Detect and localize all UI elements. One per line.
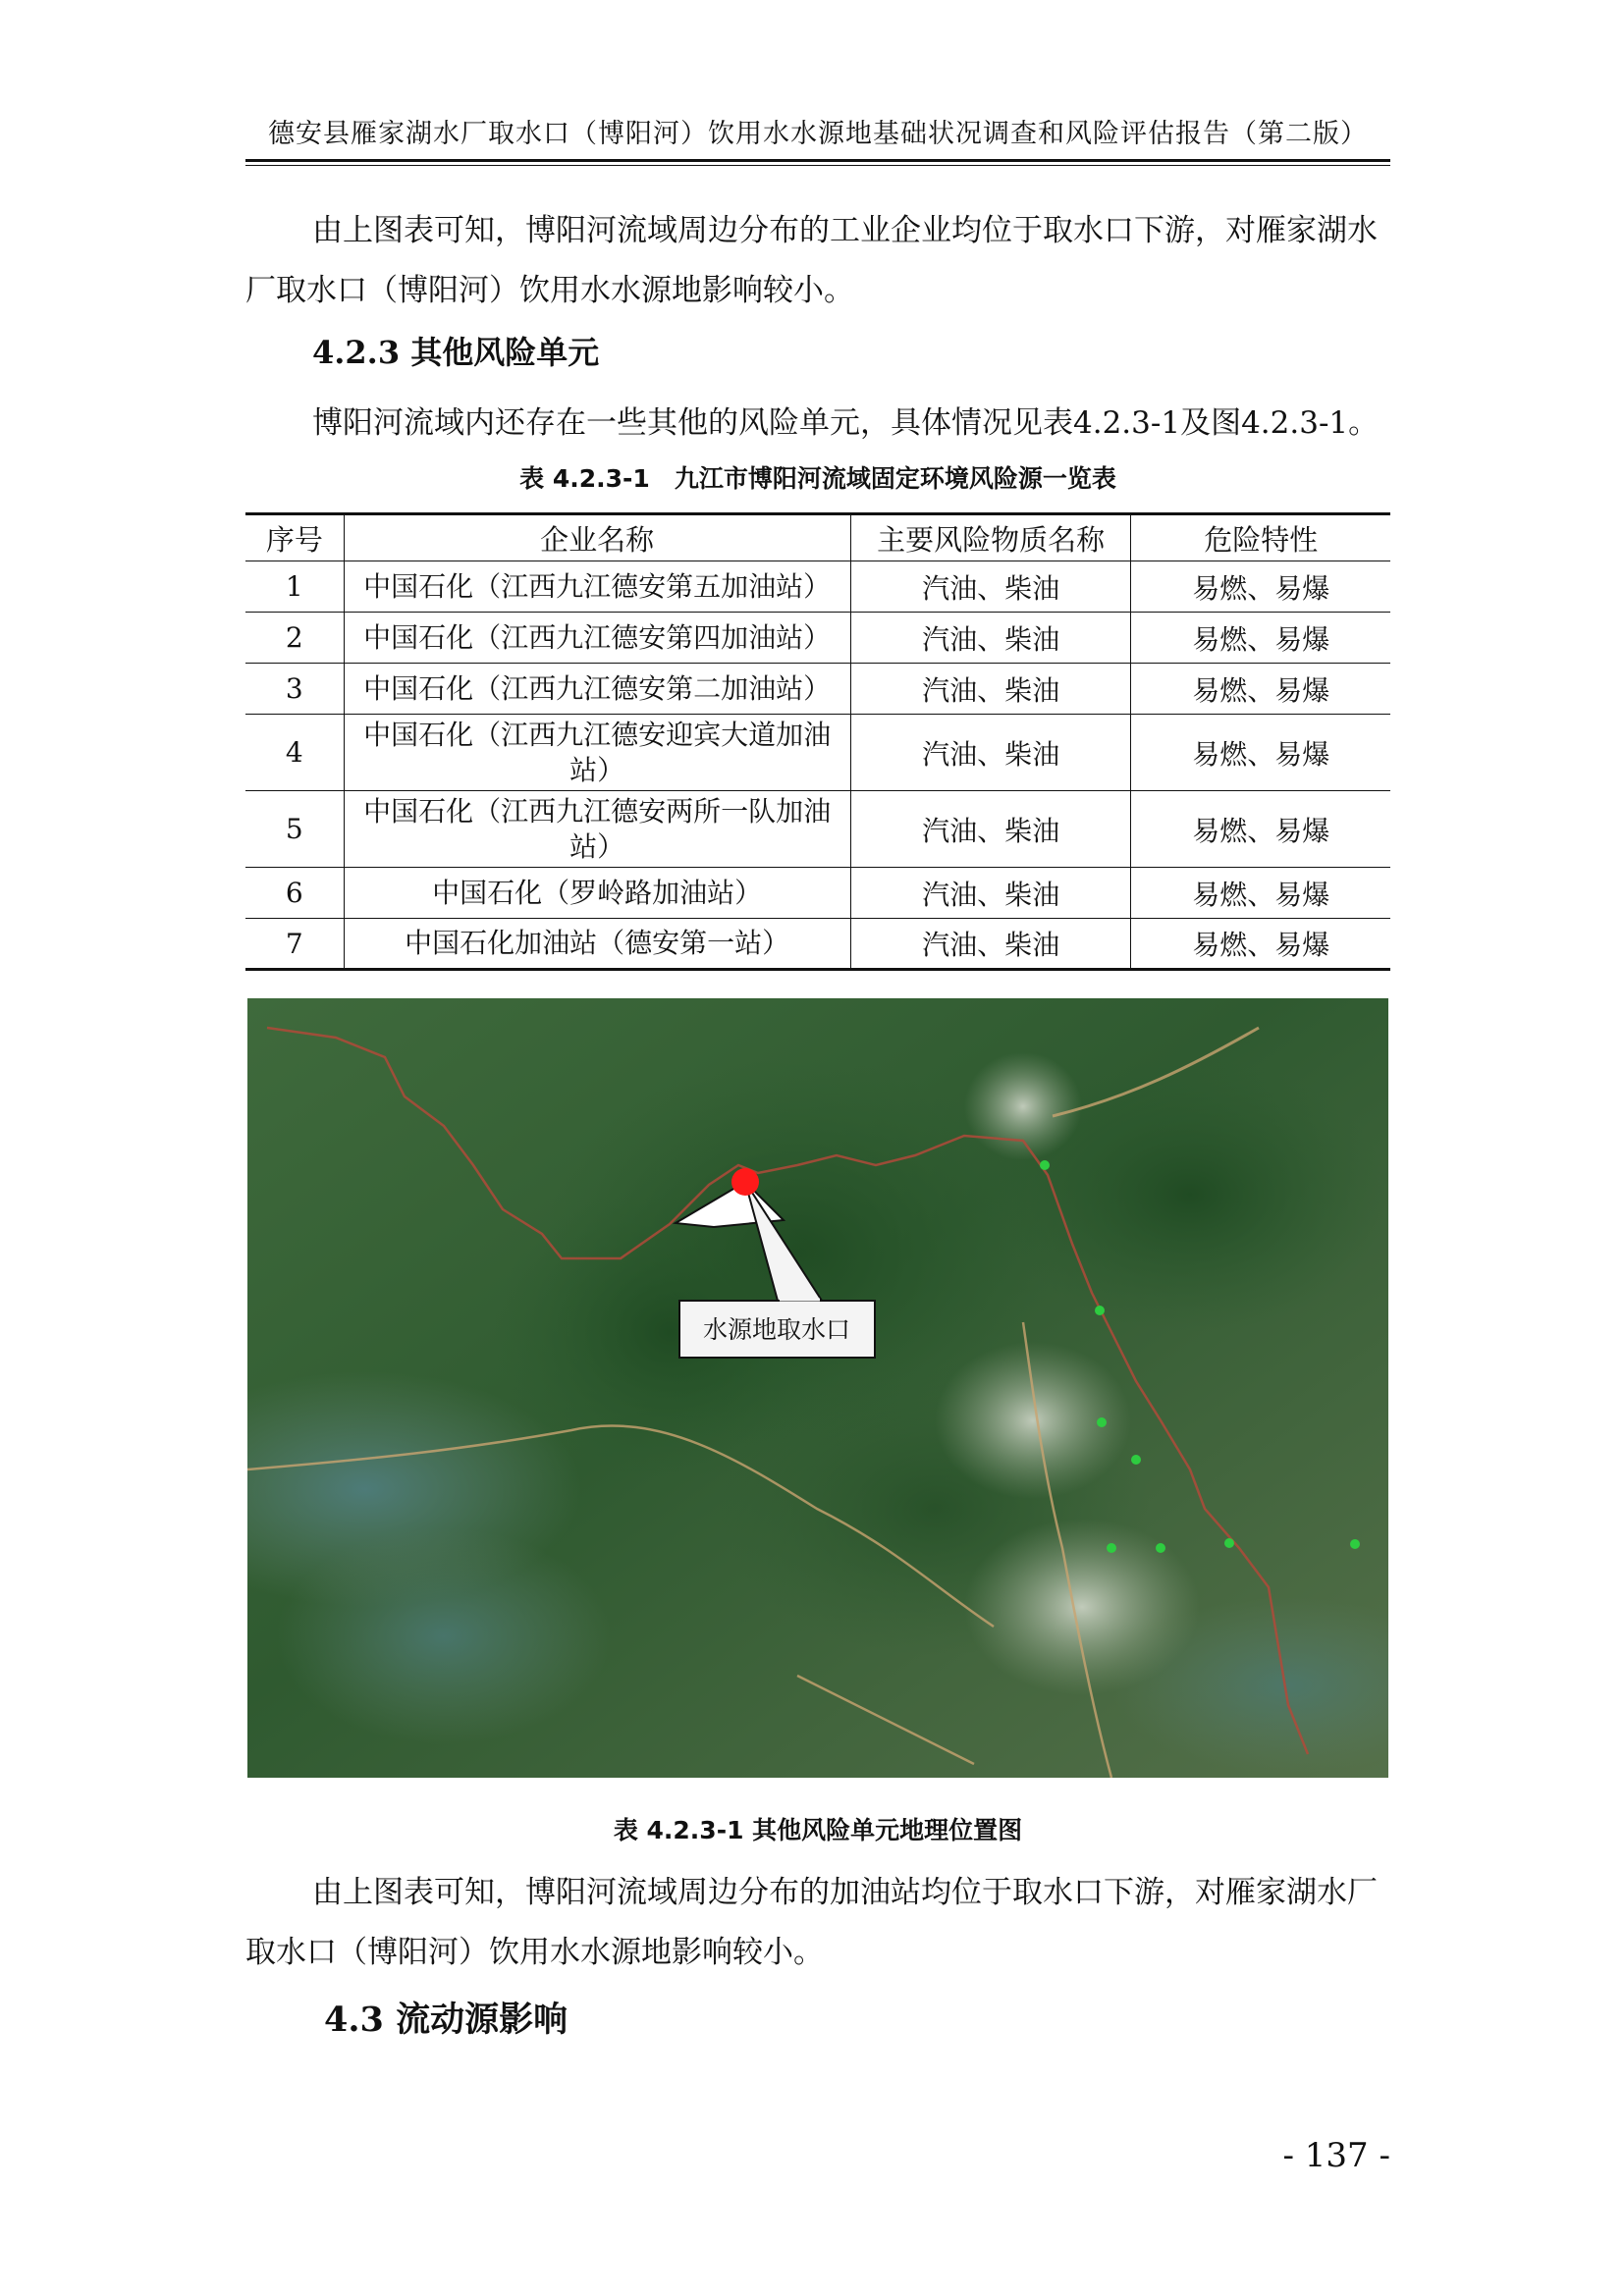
- cell-hazard: 易燃、易爆: [1131, 561, 1390, 613]
- paragraph-industrial-summary: 由上图表可知，博阳河流域周边分布的工业企业均位于取水口下游，对雁家湖水厂取水口（博阳河）饮用水水源地影响较小。: [245, 213, 1378, 308]
- cell-hazard: 易燃、易爆: [1131, 868, 1390, 919]
- table-row: [245, 715, 1390, 791]
- cell-hazard: 易燃、易爆: [1131, 791, 1390, 868]
- cell-enterprise: 中国石化（罗岭路加油站）: [344, 868, 850, 919]
- cell-enterprise: 中国石化（江西九江德安两所一队加油站）: [344, 791, 850, 868]
- poi-dot: [1107, 1543, 1116, 1553]
- cell-enterprise: 中国石化（江西九江德安第二加油站）: [344, 664, 850, 715]
- cell-substance: 汽油、柴油: [850, 613, 1131, 664]
- cell-hazard: 易燃、易爆: [1131, 715, 1390, 791]
- header-cell-no: 序号: [245, 514, 344, 561]
- paragraph-other-risk-units: 博阳河流域内还存在一些其他的风险单元，具体情况见表4.2.3-1及图4.2.3-1。: [312, 405, 1380, 441]
- section-heading-4-2-3: 4.2.3 其他风险单元: [312, 334, 600, 371]
- poi-dot: [1097, 1417, 1107, 1427]
- poi-dot: [1095, 1306, 1105, 1315]
- table-row: [245, 919, 1390, 970]
- cell-hazard: 易燃、易爆: [1131, 919, 1390, 970]
- cell-no: 2: [245, 613, 344, 664]
- cell-no: 1: [245, 561, 344, 613]
- poi-dot: [1131, 1455, 1141, 1465]
- page-number: - 137 -: [1282, 2136, 1390, 2175]
- cell-hazard: 易燃、易爆: [1131, 664, 1390, 715]
- cell-no: 4: [245, 715, 344, 791]
- cell-no: 6: [245, 868, 344, 919]
- table-row: [245, 791, 1390, 868]
- satellite-map-svg: [247, 998, 1388, 1778]
- running-header: 德安县雁家湖水厂取水口（博阳河）饮用水水源地基础状况调查和风险评估报告（第二版）: [268, 119, 1368, 149]
- callout-label: 水源地取水口: [702, 1315, 851, 1344]
- urban-area: [964, 1052, 1082, 1160]
- table-row: [245, 613, 1390, 664]
- header-rule: [245, 159, 1390, 162]
- paragraph-gas-station-summary: 由上图表可知，博阳河流域周边分布的加油站均位于取水口下游，对雁家湖水厂取水口（博阳河）饮用水水源地影响较小。: [245, 1875, 1378, 1970]
- cell-no: 7: [245, 919, 344, 970]
- cell-substance: 汽油、柴油: [850, 561, 1131, 613]
- cell-substance: 汽油、柴油: [850, 715, 1131, 791]
- cell-no: 5: [245, 791, 344, 868]
- poi-dot: [1156, 1543, 1165, 1553]
- cell-substance: 汽油、柴油: [850, 868, 1131, 919]
- header-cell-hazard: 危险特性: [1131, 514, 1390, 561]
- header-cell-substance: 主要风险物质名称: [850, 514, 1131, 561]
- table-caption: 表 4.2.3-1 九江市博阳河流域固定环境风险源一览表: [519, 464, 1116, 493]
- table-row: [245, 664, 1390, 715]
- table-header-row: [245, 514, 1390, 561]
- cell-substance: 汽油、柴油: [850, 791, 1131, 868]
- figure-caption: 表 4.2.3-1 其他风险单元地理位置图: [613, 1816, 1023, 1844]
- poi-dot: [1040, 1160, 1050, 1170]
- table-row: [245, 561, 1390, 613]
- cell-substance: 汽油、柴油: [850, 919, 1131, 970]
- cell-enterprise: 中国石化（江西九江德安第四加油站）: [344, 613, 850, 664]
- intake-marker: [731, 1168, 759, 1196]
- cell-enterprise: 中国石化加油站（德安第一站）: [344, 919, 850, 970]
- poi-dot: [1224, 1538, 1234, 1548]
- table-row: [245, 868, 1390, 919]
- risk-source-table: [245, 512, 1390, 971]
- cell-substance: 汽油、柴油: [850, 664, 1131, 715]
- cell-hazard: 易燃、易爆: [1131, 613, 1390, 664]
- cell-enterprise: 中国石化（江西九江德安迎宾大道加油站）: [344, 715, 850, 791]
- cell-no: 3: [245, 664, 344, 715]
- section-heading-4-3: 4.3 流动源影响: [324, 2000, 568, 2040]
- lake: [277, 1528, 611, 1744]
- header-rule-thin: [245, 165, 1390, 166]
- satellite-map: [247, 998, 1388, 1778]
- poi-dot: [1350, 1539, 1360, 1549]
- header-cell-name: 企业名称: [344, 514, 850, 561]
- cell-enterprise: 中国石化（江西九江德安第五加油站）: [344, 561, 850, 613]
